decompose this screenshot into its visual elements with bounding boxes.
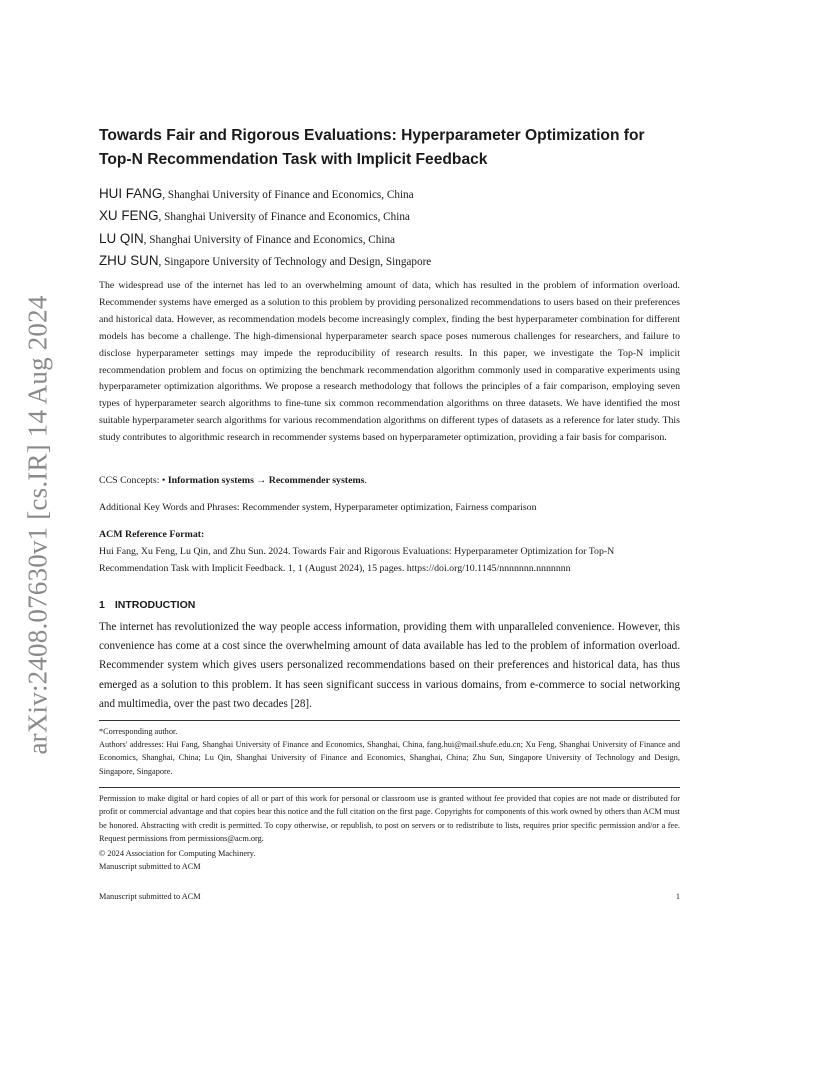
author-name: XU FENG <box>99 208 159 224</box>
ccs-end: . <box>364 475 367 486</box>
section-heading <box>99 597 195 613</box>
acm-reference-text: Hui Fang, Xu Feng, Lu Qin, and Zhu Sun. 2024. Towards Fair and Rigorous Evaluations: Hyperparameter Optimization for Top-N Recommendation Task with Implicit Feedback. 1, 1 (August 2024), 15 pages. https://doi.org/10.1145/nnnnnnn.nnnnnnn <box>99 546 615 574</box>
author-list <box>99 183 680 273</box>
footnote-corresponding: *Corresponding author. <box>99 727 178 736</box>
author-affiliation: , Singapore University of Technology and Design, Singapore <box>158 256 432 269</box>
permission-divider <box>99 787 680 788</box>
author-affiliation: , Shanghai University of Finance and Economics, China <box>143 233 396 246</box>
arxiv-id: arXiv:2408.07630v1 [cs.IR] 14 Aug 2024 <box>22 295 53 755</box>
footnote-addresses: Authors' addresses: Hui Fang, Shanghai University of Finance and Economics, Shanghai, China, fang.hui@mail.shufe.edu.cn; Xu Feng, Shanghai University of Finance and Economics, Shanghai, China; Lu Qin, Shanghai University of Finance and Economics, Shanghai, China; Zhu Sun, Singapore University of Technology and Design, Singapore, Singapore. <box>99 740 680 776</box>
manuscript-note: Manuscript submitted to ACM <box>99 862 201 871</box>
ccs-subconcept: Recommender systems <box>268 475 365 486</box>
author-affiliation: , Shanghai University of Finance and Economics, China <box>162 189 414 201</box>
acm-reference-heading: ACM Reference Format: <box>99 529 205 540</box>
ccs-bullet: • <box>161 475 166 486</box>
author-name: LU QIN <box>99 230 144 246</box>
ccs-concept: Information systems <box>165 475 254 486</box>
keywords: Additional Key Words and Phrases: Recommender system, Hyperparameter optimization, Fairness comparison <box>99 502 537 513</box>
permission-notice: Permission to make digital or hard copies of all or part of this work for personal or classroom use is granted without fee provided that copies are not made or distributed for profit or commercial advantage and that copies bear this notice and the full citation on the first page. Copyrights for components of this work owned by others than ACM must be honored. Abstracting with credit is permitted. To copy otherwise, or republish, to post on servers or to redistribute to lists, requires prior specific permission and/or a fee. Request permissions from permissions@acm.org. <box>99 794 680 844</box>
author-entry <box>99 228 680 250</box>
author-name: HUI FANG <box>99 186 163 201</box>
section-number: 1 <box>99 599 105 611</box>
ccs-arrow: → <box>253 475 269 486</box>
author-entry <box>99 205 680 227</box>
section-title: INTRODUCTION <box>114 599 196 611</box>
footer-manuscript: Manuscript submitted to ACM <box>99 892 201 901</box>
paper-title: Towards Fair and Rigorous Evaluations: Hyperparameter Optimization for Top-N Recommendation Task with Implicit Feedback <box>99 127 645 168</box>
abstract: The widespread use of the internet has led to an overwhelming amount of data, which has resulted in the problem of information overload. Recommender systems have emerged as a solution to this problem by providing personalized recommendations to users based on their preferences and historical data. However, as recommendation models become increasingly complex, finding the best hyperparameter combination for different models has become a challenge. The high-dimensional hyperparameter search space poses numerous challenges for researchers, and failure to disclose hyperparameter settings may impede the reproducibility of research results. In this paper, we investigate the Top-N implicit recommendation problem and focus on optimizing the benchmark recommendation algorithm commonly used in comparative experiments using hyperparameter optimization algorithms. We propose a research methodology that follows the principles of a fair comparison, employing seven types of hyperparameter search algorithms to fine-tune six common recommendation algorithms on three datasets. We have identified the most suitable hyperparameter search algorithms for various recommendation algorithms on different types of datasets as a reference for later study. This study contributes to algorithmic research in recommender systems based on hyperparameter optimization, providing a fair basis for comparison. <box>99 280 680 444</box>
ccs-label: CCS Concepts: <box>99 475 162 486</box>
introduction-paragraph: The internet has revolutionized the way people access information, providing them with unparalleled convenience. However, this convenience has come at a cost since the overwhelming amount of data available has led to the problem of information overload. Recommender system which gives users personalized recommendations based on their preferences and historical data, has thus emerged as a solution to this problem. It has seen significant success in various domains, from e-commerce to social networking and multimedia, over the past two decades [28]. <box>99 621 680 710</box>
author-entry <box>99 250 680 272</box>
footnote-divider <box>99 720 680 721</box>
page-number: 1 <box>675 892 680 901</box>
author-name: ZHU SUN <box>99 253 159 269</box>
copyright-line: © 2024 Association for Computing Machinery. <box>99 849 256 858</box>
arxiv-sidebar-stamp <box>18 290 58 760</box>
ccs-concepts <box>99 474 367 488</box>
author-affiliation: , Shanghai University of Finance and Economics, China <box>158 211 410 224</box>
author-entry <box>99 183 680 205</box>
